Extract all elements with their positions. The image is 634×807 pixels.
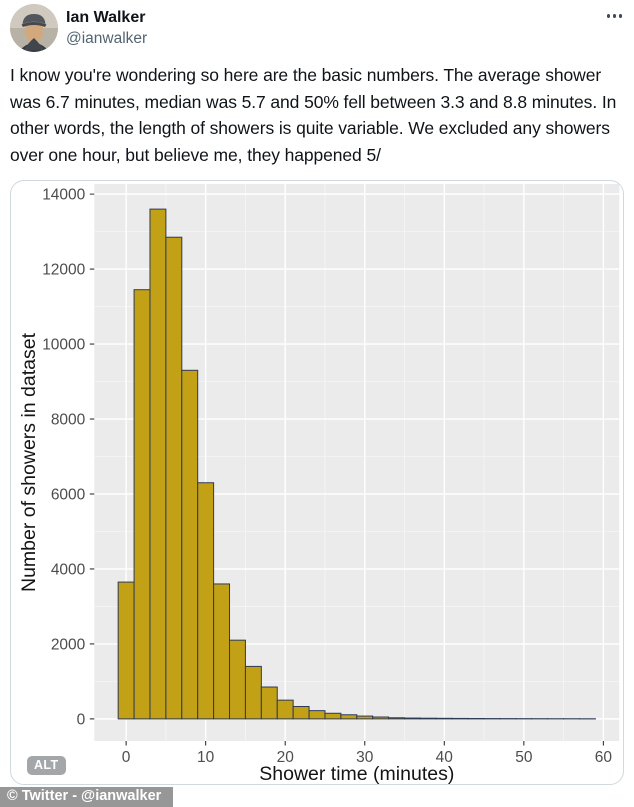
histogram-bar xyxy=(389,718,405,719)
x-tick-label: 10 xyxy=(197,749,215,766)
y-tick-label: 12000 xyxy=(42,261,86,279)
alt-badge[interactable]: ALT xyxy=(27,756,66,775)
histogram-bar xyxy=(405,718,421,719)
tweet-text: I know you're wondering so here are the basic numbers. The average shower was 6.7 minutes, median was 5.7 and 50% fell between 3.3 and 8.8 minutes. In other words, the length of showers is quite variable. We excluded any showers over one hour, but believe me, they happened 5/ xyxy=(10,65,617,165)
histogram-bar xyxy=(245,666,261,718)
x-tick-label: 0 xyxy=(121,749,131,766)
histogram-bar xyxy=(261,687,277,719)
histogram-bar xyxy=(198,483,214,719)
histogram-bar xyxy=(166,237,182,719)
avatar-photo xyxy=(10,4,58,52)
y-tick-label: 6000 xyxy=(50,486,86,504)
y-tick-label: 14000 xyxy=(42,186,86,204)
user-display-name[interactable]: Ian Walker xyxy=(66,9,146,26)
tweet-header xyxy=(10,3,624,55)
x-tick-label: 30 xyxy=(356,749,374,766)
histogram-bar xyxy=(230,640,246,719)
histogram-bar xyxy=(325,713,341,719)
histogram-bar xyxy=(309,711,325,719)
histogram-bar xyxy=(182,370,198,719)
x-tick-label: 60 xyxy=(594,749,613,766)
y-tick-label: 0 xyxy=(76,711,86,729)
histogram-bar xyxy=(341,715,357,719)
image-credit: © Twitter - @ianwalker xyxy=(0,787,173,807)
x-axis-title: Shower time (minutes) xyxy=(259,763,455,784)
x-tick-label: 20 xyxy=(276,749,294,766)
x-tick-label: 50 xyxy=(515,749,533,766)
histogram-bar xyxy=(357,716,373,719)
histogram-bar xyxy=(277,700,293,719)
histogram-chart xyxy=(11,181,623,784)
avatar[interactable] xyxy=(10,4,58,52)
user-handle[interactable]: @ianwalker xyxy=(66,30,148,47)
histogram-bar xyxy=(436,718,452,719)
histogram-bar xyxy=(373,717,389,719)
histogram-bar xyxy=(214,584,230,719)
tweet-media-image[interactable] xyxy=(10,180,624,785)
y-tick-label: 2000 xyxy=(50,636,86,654)
histogram-bar xyxy=(134,290,150,719)
y-tick-label: 4000 xyxy=(50,561,86,579)
x-tick-label: 40 xyxy=(435,749,453,766)
y-tick-label: 10000 xyxy=(42,336,86,354)
y-axis-title: Number of showers in dataset xyxy=(18,332,40,593)
histogram-bar xyxy=(118,582,134,719)
histogram-bar xyxy=(150,209,166,719)
more-options-icon[interactable] xyxy=(596,7,622,25)
histogram-bar xyxy=(420,718,436,719)
histogram-bar xyxy=(293,707,309,719)
y-tick-label: 8000 xyxy=(50,411,86,429)
